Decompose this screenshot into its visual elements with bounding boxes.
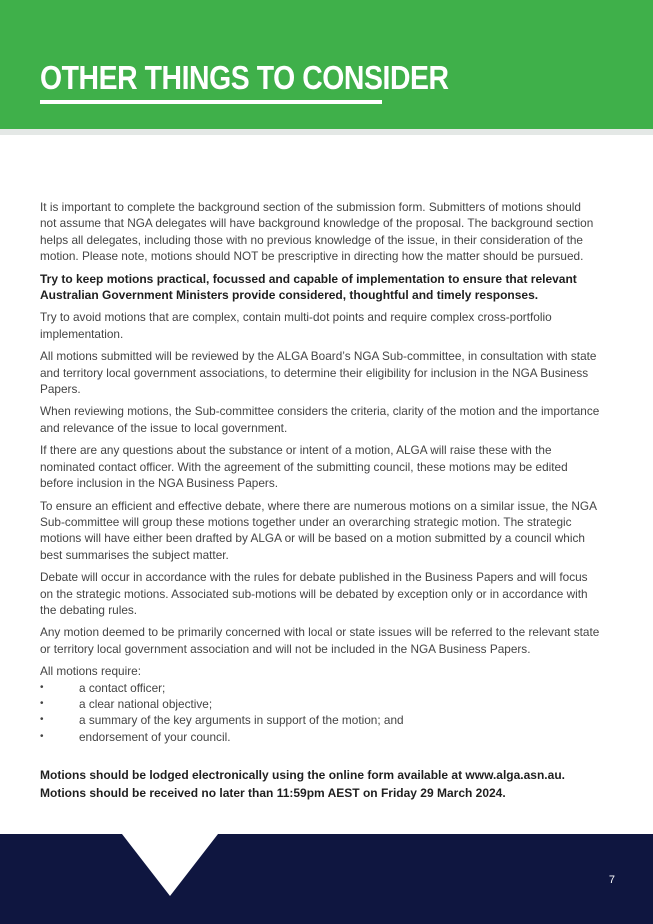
- paragraph-background: It is important to complete the background section of the submission form. Submitters of motions should not assume that NGA delegates will have background knowledge of the proposal. The background section helps all delegates, including those with no previous knowledge of the issue, in their consideration of the motion. Please note, motions should NOT be prescriptive in directing how the matter should be pursued.: [40, 200, 594, 264]
- closing-deadline: Motions should be received no later than 11:59pm AEST on Friday 29 March 2024.: [40, 785, 506, 800]
- paragraph-criteria: When reviewing motions, the Sub-committee considers the criteria, clarity of the motion and the importance and relevance of the issue to local government.: [40, 404, 600, 435]
- paragraph-review: All motions submitted will be reviewed by the ALGA Board’s NGA Sub-committee, in consultation with state and territory local government associations, to determine their eligibility for inclusion in the NGA Business Papers.: [40, 349, 597, 397]
- title-underline: [40, 100, 382, 104]
- bullet-icon: •: [40, 697, 44, 709]
- requirements-list: [40, 680, 600, 746]
- paragraph-questions: If there are any questions about the substance or intent of a motion, ALGA will raise these with the nominated contact officer. With the agreement of the submitting council, these motions may be edited before inclusion in the NGA Business Papers.: [40, 443, 568, 491]
- body-content: [40, 199, 600, 802]
- paragraph-referral: Any motion deemed to be primarily concerned with local or state issues will be referred to the relevant state or territory local government association and will not be included in the NGA Business Papers.: [40, 625, 600, 656]
- paragraph-debate: Debate will occur in accordance with the rules for debate published in the Business Papers and will focus on the strategic motions. Associated sub-motions will be debated by exception only or in accordance with the debating rules.: [40, 570, 588, 617]
- closing-lodgement: Motions should be lodged electronically using the online form available at www.alga.asn.au.: [40, 768, 565, 783]
- paragraph-complexity: Try to avoid motions that are complex, contain multi-dot points and require complex cross-portfolio implementation.: [40, 310, 552, 341]
- bullet-icon: •: [40, 730, 44, 742]
- footer-notch-icon: [0, 834, 653, 904]
- requirements-intro: All motions require:: [40, 664, 141, 679]
- closing-notice: [40, 767, 600, 802]
- list-item: • a contact officer;: [40, 680, 166, 695]
- header-divider: [0, 129, 653, 135]
- paragraph-grouping: To ensure an efficient and effective debate, where there are numerous motions on a similar issue, the NGA Sub-committee will group these motions together under an overarching strategic motion. The strategic motions will have either been drafted by ALGA or will be based on a motion submitted by a council which best summarises the subject matter.: [40, 498, 597, 562]
- page-title: OTHER THINGS TO CONSIDER: [40, 59, 449, 96]
- bullet-icon: •: [40, 714, 44, 726]
- bullet-icon: •: [40, 681, 44, 693]
- page-number: 7: [608, 874, 615, 886]
- list-item: • a clear national objective;: [40, 696, 213, 711]
- paragraph-practical: Try to keep motions practical, focussed and capable of implementation to ensure that relevant Australian Government Ministers provide considered, thoughtful and timely responses.: [40, 271, 577, 303]
- list-item: • a summary of the key arguments in support of the motion; and: [40, 713, 404, 728]
- list-item: • endorsement of your council.: [40, 729, 231, 744]
